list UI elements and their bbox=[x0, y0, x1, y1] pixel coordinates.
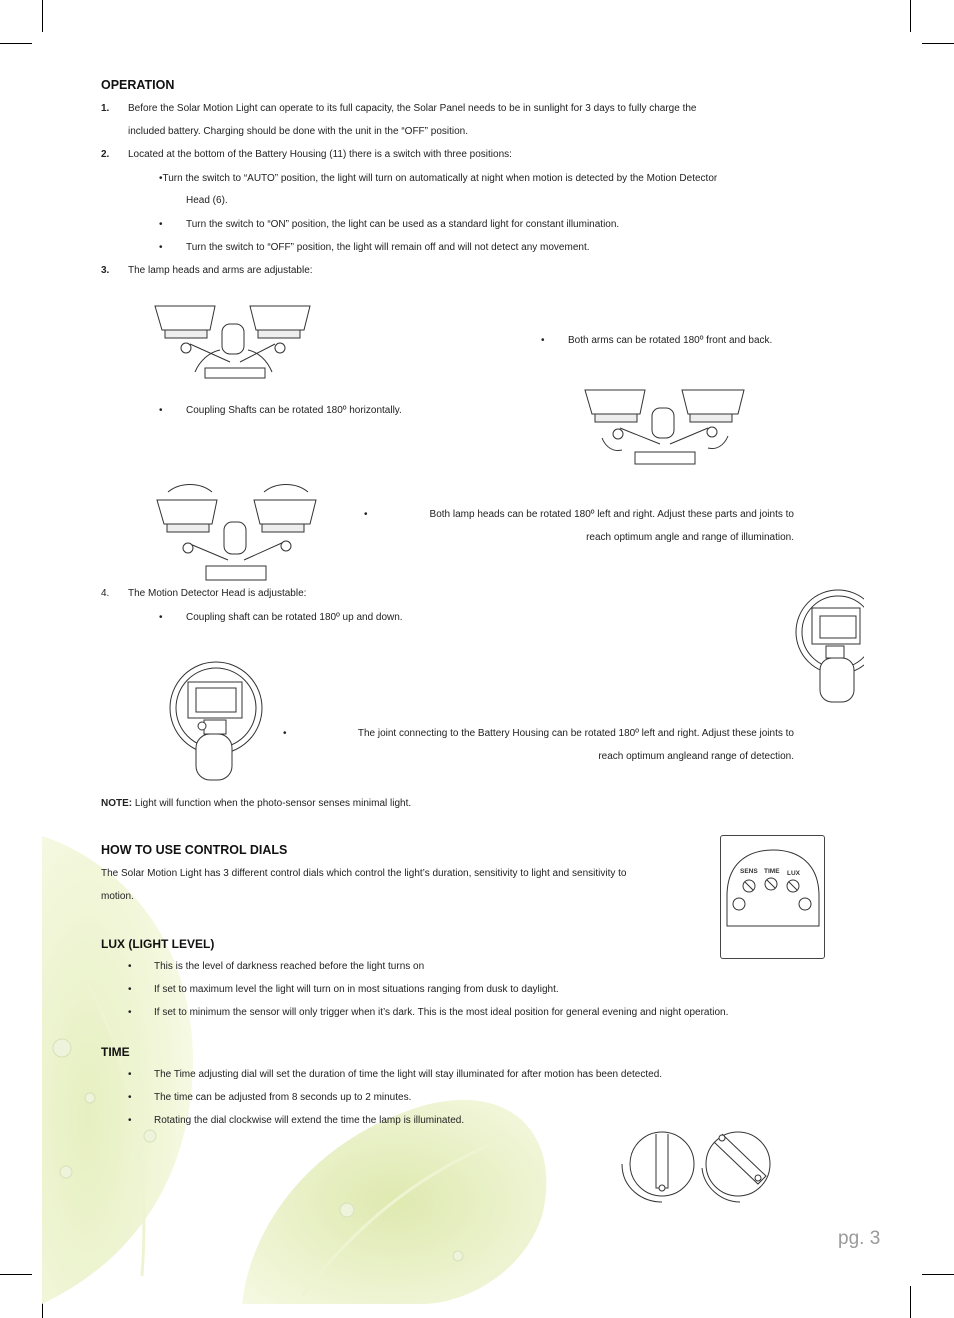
lux-heading: LUX (LIGHT LEVEL) bbox=[101, 937, 215, 951]
crop-mark bbox=[922, 43, 954, 44]
crop-mark bbox=[910, 1286, 911, 1318]
operation-item-3: The lamp heads and arms are adjustable: bbox=[128, 265, 313, 276]
note-paragraph bbox=[101, 798, 411, 810]
shafts-rotation-text: Coupling Shafts can be rotated 180º horizontally. bbox=[186, 405, 402, 416]
control-panel-illustration bbox=[720, 835, 825, 959]
bullet-icon: • bbox=[159, 405, 163, 416]
heads-rotation-line-1: Both lamp heads can be rotated 180º left and right. Adjust these parts and joints to bbox=[429, 509, 794, 520]
lamp-shafts-illustration bbox=[580, 386, 750, 472]
time-heading: TIME bbox=[101, 1045, 130, 1059]
bullet-icon: • bbox=[541, 335, 545, 346]
crop-mark bbox=[0, 43, 32, 44]
lux-item-1: This is the level of darkness reached before the light turns on bbox=[154, 961, 425, 972]
note-text: Light will function when the photo-sensor senses minimal light. bbox=[132, 798, 412, 809]
bullet-icon: • bbox=[364, 509, 368, 520]
crop-mark bbox=[922, 1274, 954, 1275]
lamp-arms-illustration bbox=[150, 300, 320, 386]
arms-rotation-text: Both arms can be rotated 180º front and back. bbox=[568, 335, 773, 346]
bullet-icon: • bbox=[128, 1115, 132, 1126]
crop-mark bbox=[910, 0, 911, 32]
panel-label-time: TIME bbox=[764, 868, 780, 875]
panel-label-sens: SENS bbox=[740, 868, 758, 875]
lamp-heads-illustration bbox=[150, 480, 320, 584]
coupling-shaft-text: Coupling shaft can be rotated 180º up and down. bbox=[186, 612, 403, 623]
joint-rotation-line-1: The joint connecting to the Battery Housing can be rotated 180º left and right. Adjust these joints to bbox=[357, 728, 794, 739]
switch-on-text: Turn the switch to “ON” position, the light can be used as a standard light for constant illumination. bbox=[186, 219, 620, 230]
time-item-2: The time can be adjusted from 8 seconds up to 2 minutes. bbox=[154, 1092, 412, 1103]
crop-mark bbox=[0, 1274, 32, 1275]
note-label: NOTE: bbox=[101, 798, 133, 809]
bullet-icon: • bbox=[128, 1092, 132, 1103]
operation-item-2: Located at the bottom of the Battery Housing (11) there is a switch with three positions: bbox=[128, 149, 512, 160]
time-item-3: Rotating the dial clockwise will extend the time the lamp is illuminated. bbox=[154, 1115, 465, 1126]
page-number: pg. 3 bbox=[838, 1228, 881, 1249]
bullet-icon: • bbox=[128, 961, 132, 972]
bullet-icon: • bbox=[159, 219, 163, 230]
motion-detector-illustration bbox=[790, 588, 864, 708]
switch-auto-line-1: •Turn the switch to “AUTO” position, the light will turn on automatically at night when motion is detected by the Motion Detector bbox=[159, 173, 718, 184]
operation-item-1-line-2: included battery. Charging should be done with the unit in the “OFF” position. bbox=[128, 126, 469, 137]
list-number: 2. bbox=[101, 149, 110, 160]
operation-item-4: The Motion Detector Head is adjustable: bbox=[128, 588, 307, 599]
motion-detector-joint-illustration bbox=[166, 660, 276, 784]
list-number: 4. bbox=[101, 588, 110, 599]
time-item-1: The Time adjusting dial will set the duration of time the light will stay illuminated for after motion has been detected. bbox=[154, 1069, 663, 1080]
bullet-icon: • bbox=[128, 1007, 132, 1018]
joint-rotation-line-2: reach optimum angleand range of detection. bbox=[598, 751, 794, 762]
bullet-icon: • bbox=[128, 1069, 132, 1080]
lux-item-3: If set to minimum the sensor will only trigger when it’s dark. This is the most ideal position for general evening and night operation. bbox=[154, 1007, 729, 1018]
dials-intro-line-1: The Solar Motion Light has 3 different control dials which control the light’s duration, sensitivity to light and sensitivity to bbox=[101, 868, 627, 879]
list-number: 1. bbox=[101, 103, 110, 114]
dial-position-illustration bbox=[618, 1128, 786, 1206]
list-number: 3. bbox=[101, 265, 110, 276]
operation-heading: OPERATION bbox=[101, 78, 175, 92]
bullet-icon: • bbox=[128, 984, 132, 995]
heads-rotation-line-2: reach optimum angle and range of illumination. bbox=[586, 532, 794, 543]
lux-item-2: If set to maximum level the light will turn on in most situations ranging from dusk to daylight. bbox=[154, 984, 559, 995]
bullet-icon: • bbox=[159, 242, 163, 253]
switch-off-text: Turn the switch to “OFF” position, the light will remain off and will not detect any movement. bbox=[186, 242, 590, 253]
dials-intro-line-2: motion. bbox=[101, 891, 134, 902]
bullet-icon: • bbox=[283, 728, 287, 739]
panel-label-lux: LUX bbox=[787, 870, 800, 877]
operation-item-1-line-1: Before the Solar Motion Light can operate to its full capacity, the Solar Panel needs to be in sunlight for 3 days to fully charge the bbox=[128, 103, 697, 114]
crop-mark bbox=[42, 0, 43, 32]
switch-auto-line-2: Head (6). bbox=[186, 195, 228, 206]
bullet-icon: • bbox=[159, 612, 163, 623]
control-dials-heading: HOW TO USE CONTROL DIALS bbox=[101, 843, 288, 857]
